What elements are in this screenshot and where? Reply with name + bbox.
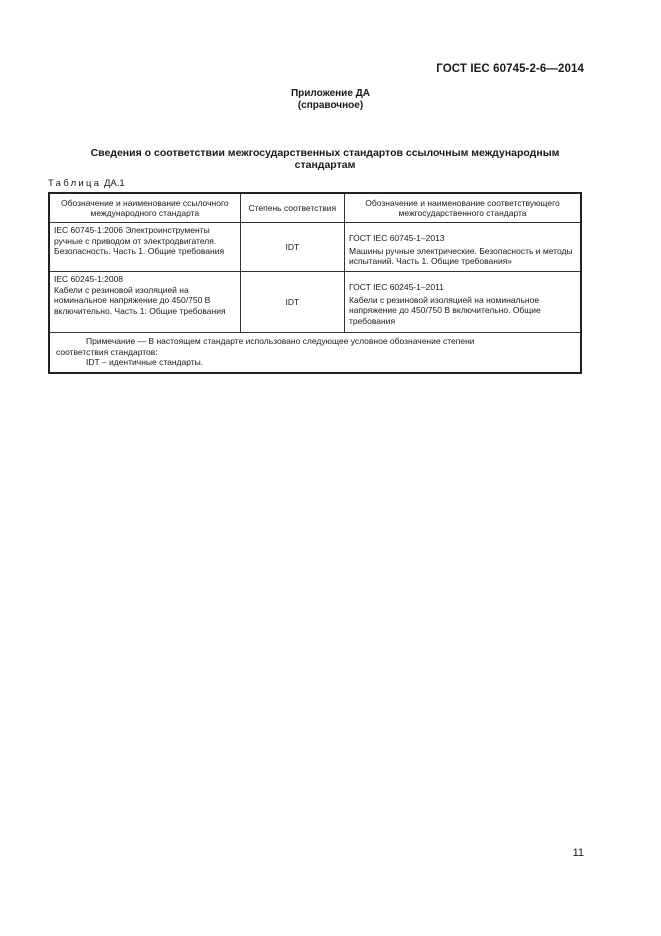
note-line: Примечание — В настоящем стандарте использовано следующее условное обозначение степени <box>86 336 475 346</box>
cell-degree: IDT <box>240 223 344 272</box>
international-standard-title: Кабели с резиновой изоляцией на номинальное напряжение до 450/750 В включительно. Часть 1: Общие требования <box>54 284 226 316</box>
page-number: 11 <box>572 847 584 859</box>
interstate-standard-code: ГОСТ IEC 60745-1–2013 <box>349 233 445 243</box>
interstate-standard-code: ГОСТ IEC 60245-1–2011 <box>349 282 444 292</box>
table-note <box>49 333 581 373</box>
document-code: ГОСТ IEC 60745-2-6—2014 <box>436 63 584 75</box>
table-caption-word: Таблица <box>48 178 102 189</box>
header-international-standard: Обозначение и наименование ссылочного международного стандарта <box>49 193 240 223</box>
cell-international-standard <box>49 272 240 333</box>
cell-degree: IDT <box>240 272 344 333</box>
table-row <box>49 272 581 333</box>
table-note-row <box>49 333 581 373</box>
note-line: соответствия стандартов: <box>56 346 158 357</box>
header-degree: Степень соответствия <box>240 193 344 223</box>
annex-subtitle: (справочное) <box>297 100 364 111</box>
note-line: IDT – идентичные стандарты. <box>86 357 204 367</box>
interstate-standard-title: Машины ручные электрические. Безопасность и методы испытаний. Часть 1. Общие требования» <box>349 245 573 266</box>
correspondence-table <box>48 192 582 374</box>
annex-title: Приложение ДА <box>290 88 371 99</box>
interstate-standard-title: Кабели с резиновой изоляцией на номинальное напряжение до 450/750 В включительно. Общие требования <box>349 294 541 326</box>
table-header-row <box>49 193 581 223</box>
table-row <box>49 223 581 272</box>
table-caption-id: ДА.1 <box>104 178 125 189</box>
cell-international-standard: IEC 60745-1:2006 Электроинструменты ручные с приводом от электродвигателя. Безопасность. Часть 1. Общие требования <box>49 223 240 272</box>
header-interstate-standard: Обозначение и наименование соответствующего межгосударственного стандарта <box>345 193 581 223</box>
cell-interstate-standard <box>345 223 581 272</box>
cell-interstate-standard <box>345 272 581 333</box>
international-standard-code: IEC 60245-1:2008 <box>54 274 123 284</box>
table-caption <box>48 178 125 189</box>
section-title: Сведения о соответствии межгосударственных стандартов ссылочным международным стандартам <box>90 147 560 171</box>
